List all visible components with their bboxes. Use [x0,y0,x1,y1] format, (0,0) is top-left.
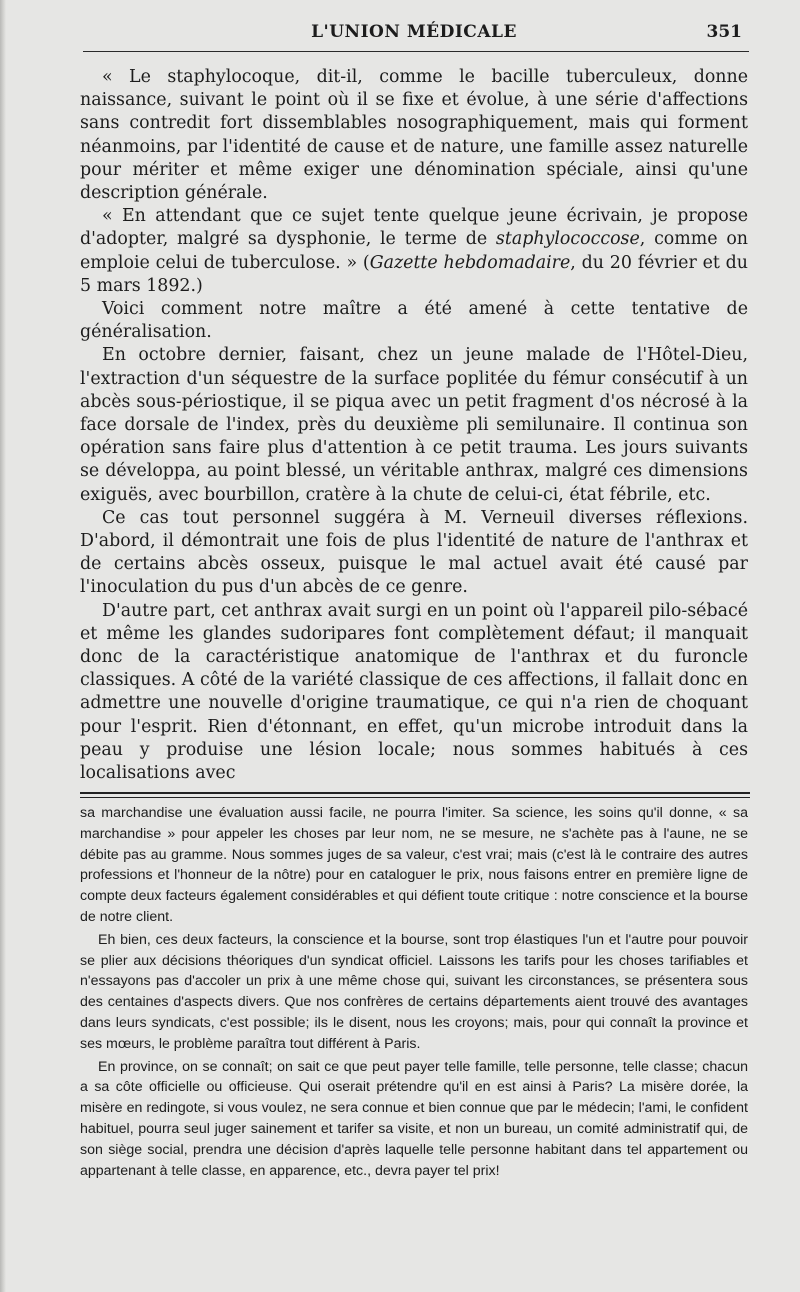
main-text [80,66,748,785]
paragraph-proposal-end: , du 20 février et du 5 mars 1892.) [80,252,749,296]
paragraph-generalisation: Voici comment notre maître a été amené à cette tentative de généralisation. [80,299,748,343]
paragraph-proposal-mid: , comme on emploie celui de tuberculose. » ( [80,229,748,273]
header-rule [83,51,749,52]
paragraph-quote-staphylocoque: « Le staphylocoque, dit-il, comme le bacille tuberculeux, donne naissance, suivant le point où il se fixe et évolue, à une série d'affections sans contredit fort dissemblables nosographiquement, mais qui forment néanmoins, par l'identité de cause et de nature, une famille assez naturelle pour mériter et même exiger une dénomination spéciale, ainsi qu'une description générale. [80,67,748,204]
footnotes [80,803,748,1183]
footnote-paragraph: En province, on se connaît; on sait ce que peut payer telle famille, telle personne, telle classe; chacun a sa côte officielle ou officieuse. Qui oserait prétendre qu'il en est ainsi à Paris? La misère dorée, la misère en redingote, si vous voulez, ne sera connue et bien connue que par le médecin; l'ami, le confident habituel, pourra seul juger sainement et tarifer sa visite, et non un bureau, un comité administratif qui, de son siège social, prendra une décision d'après laquelle telle personne habitant dans tel appartement ou appartenant à telle classe, en apparence, etc., devra payer tel prix! [80,1058,748,1179]
footnote-paragraph: sa marchandise une évaluation aussi facile, ne pourra l'imiter. Sa science, les soins qu'il donne, « sa marchandise » pour appeler les choses par leur nom, ne se mesure, ne s'achète pas à l'aune, ne se débite pas au gramme. Nous sommes juges de sa valeur, c'est vrai; mais (c'est là le contraire des autres professions et l'honneur de la nôtre) pour en cataloguer le prix, nous faisons entrer en première ligne de compte deux facteurs également considérables et qui défient toute critique : notre conscience et la bourse de notre client. [80,805,748,925]
page-number: 351 [706,22,742,42]
page-binding-shadow [0,0,6,1292]
footnote-rule [80,792,750,798]
source-gazette: Gazette hebdomadaire [369,252,571,273]
paragraph-proposal [80,205,748,298]
paragraph-reflections: Ce cas tout personnel suggéra à M. Verneuil diverses réflexions. D'abord, il démontrait une fois de plus l'identité de nature de l'anthrax et de certains abcès osseux, puisque le mal actuel avait été causé par l'inoculation du pus d'un abcès de ce genre. [80,507,748,598]
paragraph-proposal-start: « En attendant que ce sujet tente quelque jeune écrivain, je propose d'adopter, malgré sa dysphonie, le terme de [80,206,748,250]
paragraph-traumatic-origin: D'autre part, cet anthrax avait surgi en un point où l'appareil pilo-sébacé et même les glandes sudoripares font complètement défaut; il manquait donc de la caractéristique anatomique de l'anthrax et du furoncle classiques. A côté de la variété classique de ces affections, il fallait donc en admettre une nouvelle d'origine traumatique, ce qui n'a rien de choquant pour l'esprit. Rien d'étonnant, en effet, qu'un microbe introduit dans la peau y produise une lésion locale; nous sommes habitués à ces localisations avec [80,600,748,784]
paragraph-case-history: En octobre dernier, faisant, chez un jeune malade de l'Hôtel-Dieu, l'extraction d'un séquestre de la surface poplitée du fémur consécutif à un abcès sous-périostique, il se piqua avec un petit fragment d'os nécrosé à la face dorsale de l'index, près du deuxième pli semilunaire. Il continua son opération sans faire plus d'attention à ce petit trauma. Les jours suivants se développa, au point blessé, un véritable anthrax, malgré ces dimensions exiguës, avec bourbillon, cratère à la chute de celui-ci, état fébrile, etc. [80,345,748,505]
running-head: L'UNION MÉDICALE [311,22,517,42]
term-staphylococcose: staphylococcose [495,229,640,250]
footnote-paragraph: Eh bien, ces deux facteurs, la conscience et la bourse, sont trop élastiques l'un et l'autre pour pouvoir se plier aux décisions théoriques d'un syndicat officiel. Laissons les tarifs pour les choses tarifiables et n'essayons pas d'accoler un prix à une même chose qui, suivant les circonstances, se présentera sous des centaines d'aspects divers. Que nos confrères de certains départements aient trouvé des avantages dans leurs syndicats, c'est possible; ils le disent, nous les croyons; mais, pour qui connaît la province et ses mœurs, le problème paraîtra tout différent à Paris. [80,931,748,1052]
page-header [80,22,748,52]
